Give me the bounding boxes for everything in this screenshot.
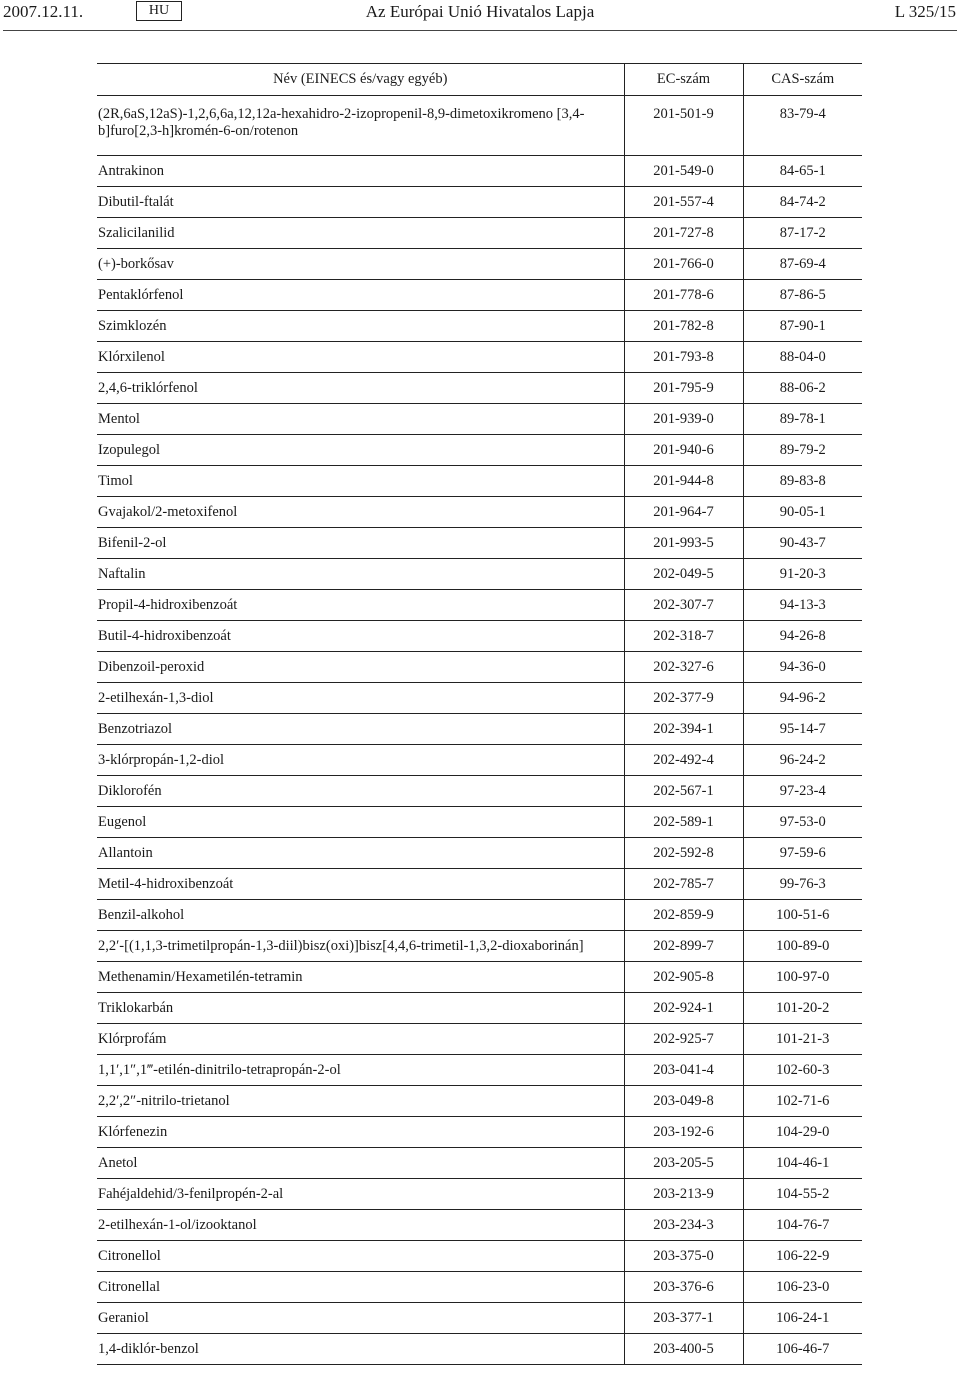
cell-name: Szalicilanilid: [97, 218, 624, 249]
cell-cas-number: 100-97-0: [743, 962, 862, 993]
substance-table: [97, 63, 862, 1365]
cell-ec-number: 203-400-5: [624, 1334, 743, 1365]
cell-cas-number: 94-13-3: [743, 590, 862, 621]
cell-ec-number: 203-049-8: [624, 1086, 743, 1117]
cell-cas-number: 89-83-8: [743, 466, 862, 497]
table-row: [97, 1024, 862, 1055]
table-row: [97, 528, 862, 559]
cell-ec-number: 202-318-7: [624, 621, 743, 652]
cell-ec-number: 201-557-4: [624, 187, 743, 218]
cell-name: Bifenil-2-ol: [97, 528, 624, 559]
cell-cas-number: 89-78-1: [743, 404, 862, 435]
table-row: [97, 96, 862, 156]
cell-name: Anetol: [97, 1148, 624, 1179]
cell-name: Citronellal: [97, 1272, 624, 1303]
cell-ec-number: 203-377-1: [624, 1303, 743, 1334]
cell-cas-number: 104-29-0: [743, 1117, 862, 1148]
table-row: [97, 652, 862, 683]
cell-name: 2,4,6-triklórfenol: [97, 373, 624, 404]
column-header-cas: CAS-szám: [743, 64, 862, 96]
cell-name: 2-etilhexán-1-ol/izooktanol: [97, 1210, 624, 1241]
cell-cas-number: 88-04-0: [743, 342, 862, 373]
cell-name: Szimklozén: [97, 311, 624, 342]
table-row: [97, 1210, 862, 1241]
table-row: [97, 869, 862, 900]
column-header-ec: EC-szám: [624, 64, 743, 96]
cell-name: Triklokarbán: [97, 993, 624, 1024]
table-header-row: [97, 64, 862, 96]
cell-ec-number: 203-205-5: [624, 1148, 743, 1179]
cell-cas-number: 104-46-1: [743, 1148, 862, 1179]
table-row: [97, 497, 862, 528]
table-row: [97, 807, 862, 838]
cell-name: Mentol: [97, 404, 624, 435]
cell-name: Eugenol: [97, 807, 624, 838]
cell-name: (+)-borkősav: [97, 249, 624, 280]
table-row: [97, 404, 862, 435]
cell-cas-number: 90-05-1: [743, 497, 862, 528]
cell-cas-number: 87-69-4: [743, 249, 862, 280]
table-row: [97, 931, 862, 962]
cell-cas-number: 97-53-0: [743, 807, 862, 838]
cell-ec-number: 202-925-7: [624, 1024, 743, 1055]
cell-cas-number: 106-23-0: [743, 1272, 862, 1303]
table-row: [97, 466, 862, 497]
cell-cas-number: 102-60-3: [743, 1055, 862, 1086]
cell-ec-number: 201-795-9: [624, 373, 743, 404]
table-row: [97, 156, 862, 187]
table-row: [97, 187, 862, 218]
cell-cas-number: 87-86-5: [743, 280, 862, 311]
column-header-name: Név (EINECS és/vagy egyéb): [97, 64, 624, 96]
cell-name: Klórfenezin: [97, 1117, 624, 1148]
cell-name: Dibenzoil-peroxid: [97, 652, 624, 683]
cell-name: Diklorofén: [97, 776, 624, 807]
cell-cas-number: 101-21-3: [743, 1024, 862, 1055]
table-row: [97, 1272, 862, 1303]
cell-cas-number: 89-79-2: [743, 435, 862, 466]
cell-name: Dibutil-ftalát: [97, 187, 624, 218]
cell-cas-number: 90-43-7: [743, 528, 862, 559]
cell-name: 3-klórpropán-1,2-diol: [97, 745, 624, 776]
cell-cas-number: 100-89-0: [743, 931, 862, 962]
cell-name: Pentaklórfenol: [97, 280, 624, 311]
cell-ec-number: 203-376-6: [624, 1272, 743, 1303]
cell-ec-number: 202-492-4: [624, 745, 743, 776]
cell-name: Izopulegol: [97, 435, 624, 466]
cell-ec-number: 201-778-6: [624, 280, 743, 311]
table-row: [97, 280, 862, 311]
table-row: [97, 1086, 862, 1117]
publication-date: 2007.12.11.: [3, 2, 84, 21]
cell-ec-number: 202-377-9: [624, 683, 743, 714]
cell-cas-number: 106-22-9: [743, 1241, 862, 1272]
table-row: [97, 1148, 862, 1179]
table-row: [97, 559, 862, 590]
cell-ec-number: 201-766-0: [624, 249, 743, 280]
cell-name: Klórxilenol: [97, 342, 624, 373]
cell-ec-number: 201-939-0: [624, 404, 743, 435]
cell-ec-number: 201-944-8: [624, 466, 743, 497]
cell-name: Klórprofám: [97, 1024, 624, 1055]
cell-cas-number: 87-17-2: [743, 218, 862, 249]
publication-title: Az Európai Unió Hivatalos Lapja: [365, 2, 595, 21]
cell-cas-number: 101-20-2: [743, 993, 862, 1024]
cell-ec-number: 202-899-7: [624, 931, 743, 962]
cell-name: Methenamin/Hexametilén-tetramin: [97, 962, 624, 993]
header-rule: [3, 30, 957, 31]
table-row: [97, 1303, 862, 1334]
cell-cas-number: 106-46-7: [743, 1334, 862, 1365]
cell-name: Timol: [97, 466, 624, 497]
cell-cas-number: 95-14-7: [743, 714, 862, 745]
cell-ec-number: 203-192-6: [624, 1117, 743, 1148]
table-row: [97, 1179, 862, 1210]
cell-ec-number: 202-905-8: [624, 962, 743, 993]
cell-ec-number: 202-785-7: [624, 869, 743, 900]
table-row: [97, 218, 862, 249]
cell-name: Naftalin: [97, 559, 624, 590]
cell-name: 1,1′,1″,1‴-etilén-dinitrilo-tetrapropán-2-ol: [97, 1055, 624, 1086]
cell-ec-number: 201-549-0: [624, 156, 743, 187]
table-row: [97, 714, 862, 745]
cell-ec-number: 203-213-9: [624, 1179, 743, 1210]
cell-ec-number: 202-567-1: [624, 776, 743, 807]
cell-cas-number: 104-55-2: [743, 1179, 862, 1210]
cell-name: Butil-4-hidroxibenzoát: [97, 621, 624, 652]
table-row: [97, 373, 862, 404]
cell-cas-number: 83-79-4: [743, 96, 862, 156]
table-row: [97, 993, 862, 1024]
cell-name: 2-etilhexán-1,3-diol: [97, 683, 624, 714]
cell-name: (2R,6aS,12aS)-1,2,6,6a,12,12a-hexahidro-2-izopropenil-8,9-dimetoxikromeno [3,4-b]furo[2,3-h]kromén-6-on/rotenon: [97, 96, 624, 156]
cell-name: Benzil-alkohol: [97, 900, 624, 931]
cell-ec-number: 202-592-8: [624, 838, 743, 869]
cell-cas-number: 84-74-2: [743, 187, 862, 218]
cell-ec-number: 202-394-1: [624, 714, 743, 745]
table-row: [97, 1055, 862, 1086]
cell-ec-number: 203-041-4: [624, 1055, 743, 1086]
table-row: [97, 590, 862, 621]
cell-name: Allantoin: [97, 838, 624, 869]
cell-ec-number: 201-793-8: [624, 342, 743, 373]
cell-ec-number: 201-940-6: [624, 435, 743, 466]
cell-name: Propil-4-hidroxibenzoát: [97, 590, 624, 621]
cell-cas-number: 94-26-8: [743, 621, 862, 652]
cell-name: Fahéjaldehid/3-fenilpropén-2-al: [97, 1179, 624, 1210]
cell-ec-number: 201-993-5: [624, 528, 743, 559]
table-row: [97, 683, 862, 714]
table-row: [97, 1241, 862, 1272]
cell-cas-number: 106-24-1: [743, 1303, 862, 1334]
cell-name: 2,2′,2″-nitrilo-trietanol: [97, 1086, 624, 1117]
cell-ec-number: 203-234-3: [624, 1210, 743, 1241]
cell-name: 2,2′-[(1,1,3-trimetilpropán-1,3-diil)bisz(oxi)]bisz[4,4,6-trimetil-1,3,2-dioxaborinán]: [97, 931, 624, 962]
cell-cas-number: 94-36-0: [743, 652, 862, 683]
cell-ec-number: 201-501-9: [624, 96, 743, 156]
cell-cas-number: 84-65-1: [743, 156, 862, 187]
cell-ec-number: 202-859-9: [624, 900, 743, 931]
cell-cas-number: 104-76-7: [743, 1210, 862, 1241]
page-header: [0, 0, 960, 33]
cell-ec-number: 203-375-0: [624, 1241, 743, 1272]
cell-name: Antrakinon: [97, 156, 624, 187]
cell-name: Citronellol: [97, 1241, 624, 1272]
cell-cas-number: 102-71-6: [743, 1086, 862, 1117]
table-row: [97, 838, 862, 869]
cell-name: Geraniol: [97, 1303, 624, 1334]
cell-cas-number: 100-51-6: [743, 900, 862, 931]
table-row: [97, 342, 862, 373]
cell-cas-number: 97-59-6: [743, 838, 862, 869]
table-row: [97, 435, 862, 466]
cell-ec-number: 202-589-1: [624, 807, 743, 838]
cell-name: Benzotriazol: [97, 714, 624, 745]
cell-ec-number: 202-307-7: [624, 590, 743, 621]
cell-ec-number: 201-727-8: [624, 218, 743, 249]
cell-cas-number: 94-96-2: [743, 683, 862, 714]
cell-name: Metil-4-hidroxibenzoát: [97, 869, 624, 900]
table-row: [97, 1117, 862, 1148]
table-row: [97, 900, 862, 931]
table-row: [97, 249, 862, 280]
cell-name: Gvajakol/2-metoxifenol: [97, 497, 624, 528]
table-row: [97, 311, 862, 342]
cell-cas-number: 96-24-2: [743, 745, 862, 776]
table-row: [97, 745, 862, 776]
cell-ec-number: 201-782-8: [624, 311, 743, 342]
cell-cas-number: 87-90-1: [743, 311, 862, 342]
table-row: [97, 776, 862, 807]
table-row: [97, 962, 862, 993]
cell-cas-number: 88-06-2: [743, 373, 862, 404]
page-number: L 325/15: [894, 2, 956, 21]
cell-ec-number: 202-924-1: [624, 993, 743, 1024]
language-badge: HU: [136, 1, 182, 21]
cell-ec-number: 201-964-7: [624, 497, 743, 528]
cell-name: 1,4-diklór-benzol: [97, 1334, 624, 1365]
cell-cas-number: 91-20-3: [743, 559, 862, 590]
table-row: [97, 1334, 862, 1365]
cell-ec-number: 202-049-5: [624, 559, 743, 590]
cell-ec-number: 202-327-6: [624, 652, 743, 683]
cell-cas-number: 99-76-3: [743, 869, 862, 900]
cell-cas-number: 97-23-4: [743, 776, 862, 807]
table-row: [97, 621, 862, 652]
